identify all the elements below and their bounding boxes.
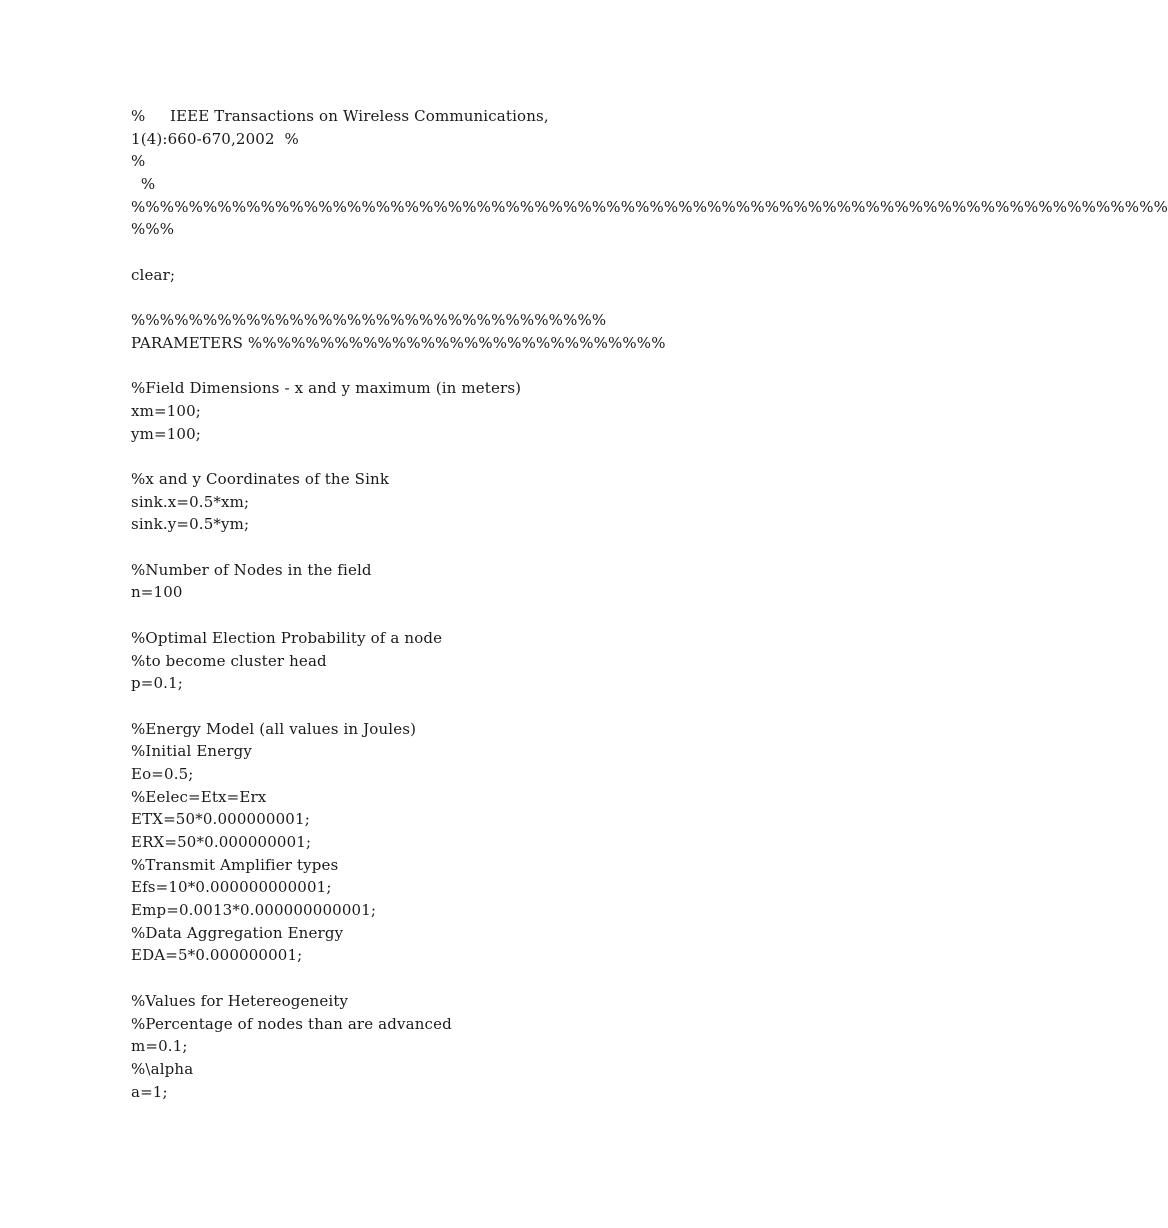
code-line: m=0.1; <box>131 1037 188 1056</box>
code-line: 1(4):660-670,2002 % <box>131 129 299 148</box>
code-line <box>131 604 851 627</box>
code-line: ym=100; <box>131 424 202 443</box>
code-line <box>131 536 851 559</box>
code-line <box>131 241 851 264</box>
code-line: %Initial Energy <box>131 742 252 761</box>
code-line: ERX=50*0.000000001; <box>131 833 312 851</box>
code-line: %%%%%%%%%%%%%%%%%%%%%%%%%%%%%%%%%%%%%%%%%%%%%%%%%%%%%%%%%%%%%%%%%%%%%%%% <box>131 197 1168 216</box>
code-line: %%%%%%%%%%%%%%%%%%%%%%%%%%%%%%%%% <box>131 311 607 330</box>
code-line: sink.x=0.5*xm; <box>131 492 250 511</box>
code-line: sink.y=0.5*ym; <box>131 515 250 534</box>
code-line: %Values for Hetereogeneity <box>131 991 349 1010</box>
code-line: %Number of Nodes in the field <box>131 560 372 579</box>
code-line: Efs=10*0.000000000001; <box>131 878 332 897</box>
code-line: n=100 <box>131 583 183 602</box>
code-line <box>131 695 851 718</box>
code-line: a=1; <box>131 1082 168 1101</box>
code-line: Emp=0.0013*0.000000000001; <box>131 901 377 920</box>
code-line: %Percentage of nodes than are advanced <box>131 1014 452 1033</box>
code-line: % <box>131 152 146 171</box>
code-line: EDA=5*0.000000001; <box>131 946 303 965</box>
code-line: %Energy Model (all values in Joules) <box>131 719 417 738</box>
code-line <box>131 355 851 378</box>
code-line: %x and y Coordinates of the Sink <box>131 470 390 488</box>
code-line <box>131 445 851 468</box>
code-line: %Eelec=Etx=Erx <box>131 787 267 806</box>
code-line: %\alpha <box>131 1059 194 1078</box>
code-line: PARAMETERS %%%%%%%%%%%%%%%%%%%%%%%%%%%%% <box>131 333 666 352</box>
code-line <box>131 287 851 310</box>
code-line: p=0.1; <box>131 674 183 693</box>
code-line: %to become cluster head <box>131 651 327 670</box>
code-line: %%% <box>131 220 175 239</box>
code-line: % <box>131 175 156 194</box>
code-line: %Transmit Amplifier types <box>131 855 339 874</box>
code-line: %Data Aggregation Energy <box>131 923 344 942</box>
code-line: Eo=0.5; <box>131 764 194 783</box>
code-line: %Field Dimensions - x and y maximum (in meters) <box>131 379 522 398</box>
code-line <box>131 967 851 990</box>
code-line: ETX=50*0.000000001; <box>131 810 310 829</box>
code-line: clear; <box>131 265 176 284</box>
code-line: %Optimal Election Probability of a node <box>131 628 443 647</box>
code-line: % IEEE Transactions on Wireless Communications, <box>131 107 549 125</box>
code-listing <box>131 105 1168 1103</box>
code-line: xm=100; <box>131 401 201 420</box>
